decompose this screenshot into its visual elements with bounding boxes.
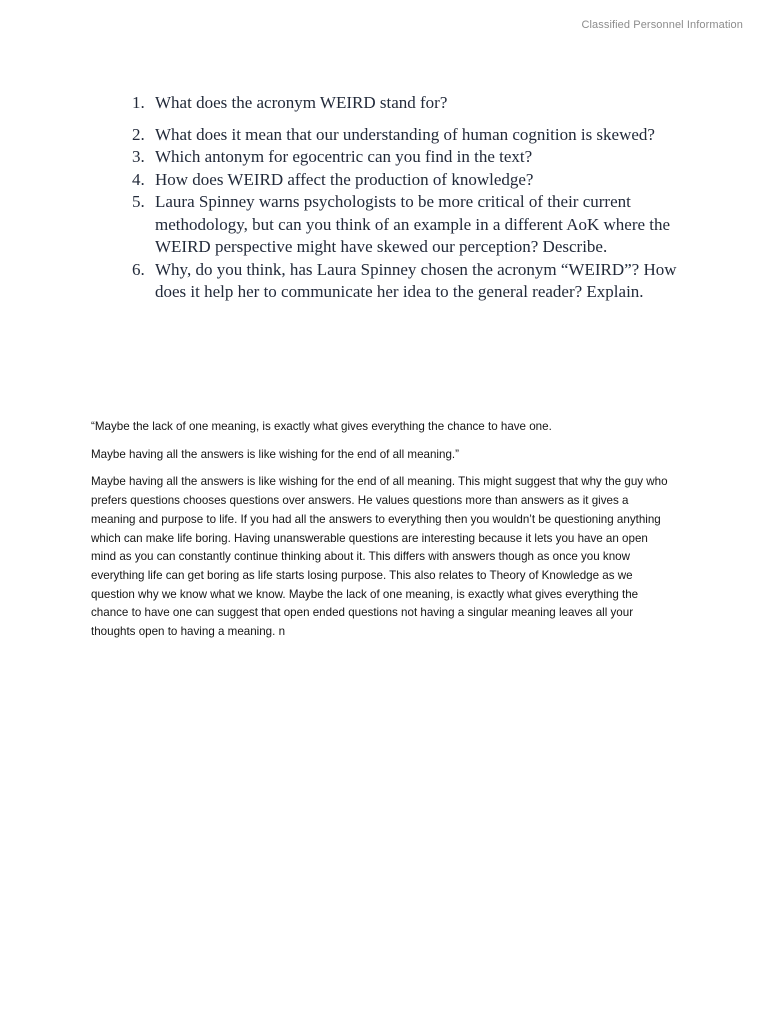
list-item-text: Which antonym for egocentric can you find in the text? (155, 147, 533, 166)
list-item (132, 146, 692, 169)
list-item (132, 92, 692, 115)
list-item-number: 2. (132, 124, 145, 144)
list-item-number: 5. (132, 192, 145, 211)
list-item-number: 1. (132, 93, 145, 112)
list-item-text: What does the acronym WEIRD stand for? (155, 93, 448, 112)
quote-line: Maybe having all the answers is like wishing for the end of all meaning.” (91, 447, 459, 461)
list-item-text: Laura Spinney warns psychologists to be more critical of their current methodology, but can you think of an example in a different AoK where the WEIRD perspective might have skewed our perception? Describe. (155, 192, 671, 256)
list-item-number: 3. (132, 147, 145, 166)
list-item-text: How does WEIRD affect the production of knowledge? (155, 169, 534, 189)
list-item (132, 191, 692, 259)
list-item (132, 124, 692, 147)
list-item-number: 6. (132, 259, 145, 279)
quote-line: “Maybe the lack of one meaning, is exactly what gives everything the chance to have one. (91, 420, 552, 433)
list-item (132, 169, 692, 192)
essay-paragraph: Maybe having all the answers is like wishing for the end of all meaning. This might suggest that why the guy who prefers questions chooses questions over answers. He values questions more than answers as it gives a meaning and purpose to life. If you had all the answers to everything then you wouldn’t be questioning anything which can make life boring. Having unanswerable questions are interesting because it lets you have an open mind as you can constantly continue thinking about it. This differs with answers though as once you know everything life can get boring as life starts losing purpose. This also relates to Theory of Knowledge as we question why we know what we know. Maybe the lack of one meaning, is exactly what gives everything the chance to have one can suggest that open ended questions not having a singular meaning leaves all your thoughts open to having a meaning. n (91, 475, 668, 639)
list-item (132, 259, 692, 304)
list-item-text: Why, do you think, has Laura Spinney chosen the acronym “WEIRD”? How does it help her to communicate her idea to the general reader? Explain. (155, 259, 677, 301)
essay-body (91, 418, 676, 651)
question-list (132, 92, 692, 304)
list-item-text: What does it mean that our understanding of human cognition is skewed? (155, 124, 655, 144)
list-item-number: 4. (132, 169, 145, 189)
page-header: Classified Personnel Information (581, 19, 743, 31)
